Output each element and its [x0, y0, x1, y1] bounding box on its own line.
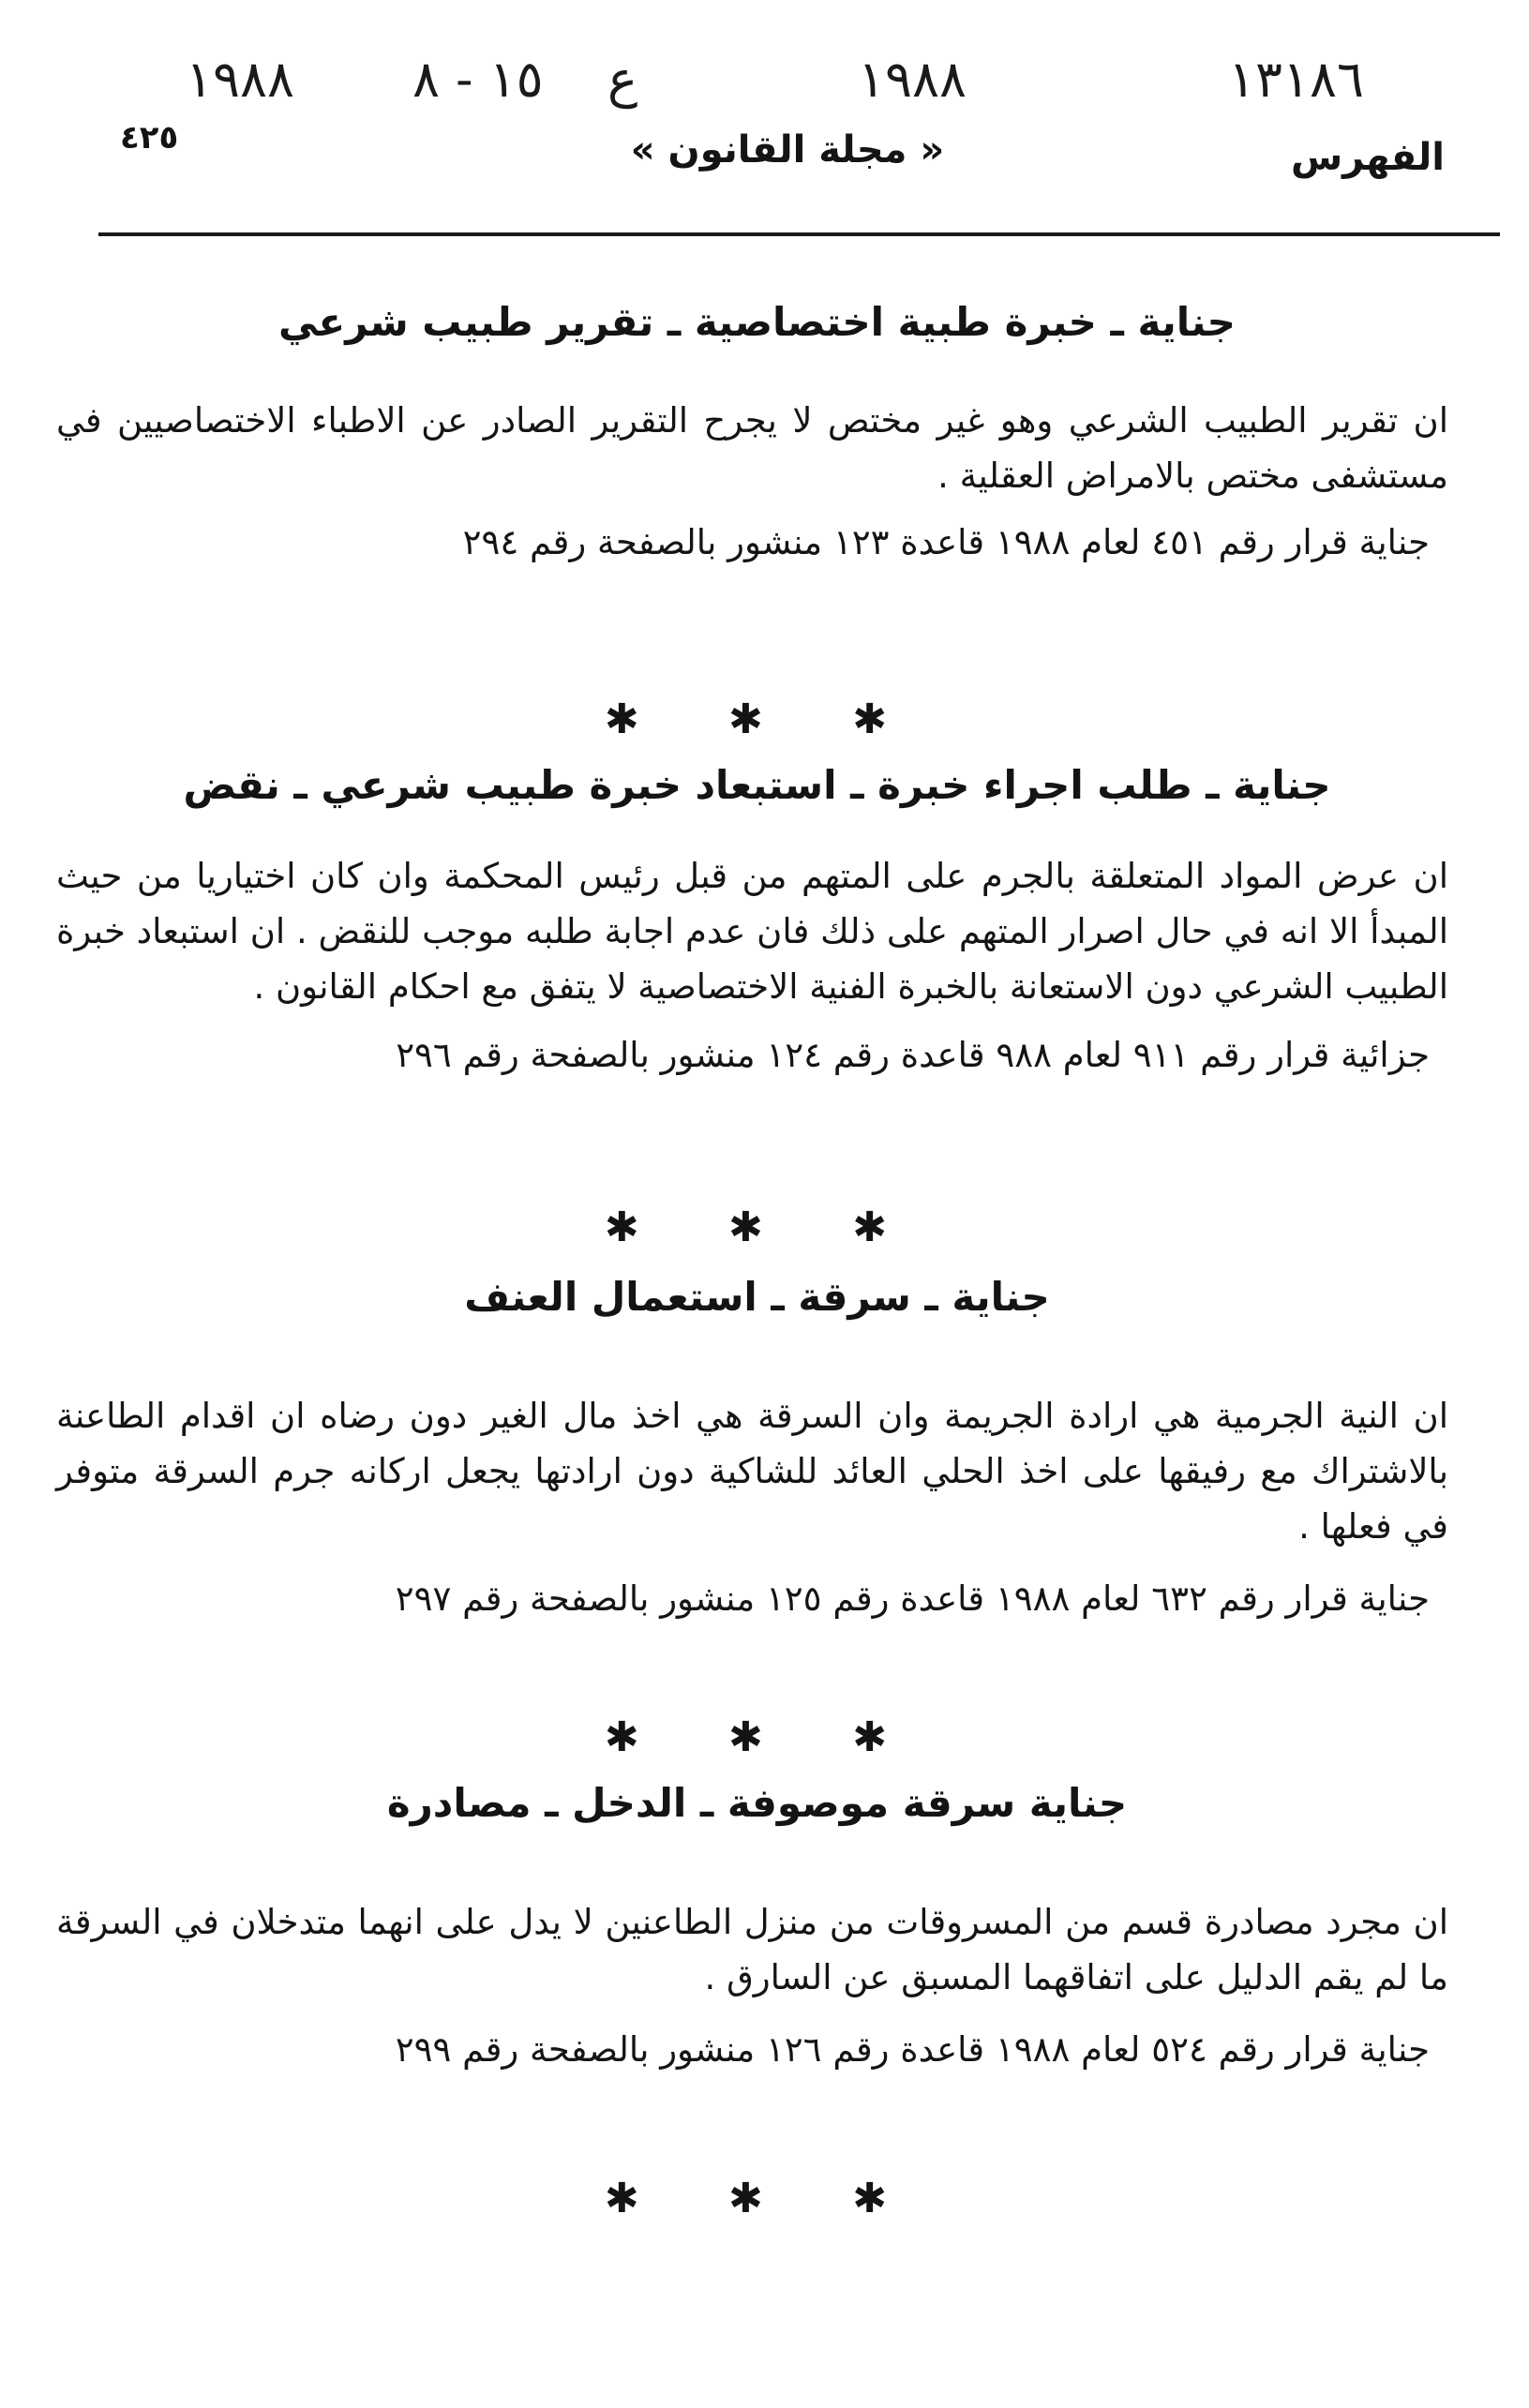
ruling-citation: جزائية قرار رقم ٩١١ لعام ٩٨٨ قاعدة رقم ١٢٤ منشور بالصفحة رقم ٢٩٦ — [396, 1034, 1430, 1075]
section-separator: ✱ ✱ ✱ — [604, 1713, 925, 1761]
ruling-title: جناية سرقة موصوفة ـ الدخل ـ مصادرة — [386, 1780, 1128, 1826]
ruling-section-3 — [56, 1273, 1458, 1626]
ruling-body: ان النية الجرمية هي ارادة الجريمة وان السرقة هي اخذ مال الغير دون رضاه ان اقدام الطاعنة بالاشتراك مع رفيقها على اخذ الحلي العائد للشاكية دون ارادتها يجعل اركانه جرم السرقة متوفر في فعلها . — [56, 1395, 1448, 1547]
handwritten-note-year: ١٩٨٨ — [858, 50, 967, 109]
journal-title: « مجلة القانون » — [630, 128, 945, 172]
ruling-section-1 — [56, 298, 1458, 570]
ruling-citation: جناية قرار رقم ٥٢٤ لعام ١٩٨٨ قاعدة رقم ١٢٦ منشور بالصفحة رقم ٢٩٩ — [395, 2028, 1430, 2070]
handwritten-note-date: ١٥ - ٨ — [412, 50, 544, 109]
section-heading: الفهرس — [1290, 136, 1445, 179]
ruling-body: ان تقرير الطبيب الشرعي وهو غير مختص لا يجرح التقرير الصادر عن الاطباء الاختصاصيين في مستشفى مختص بالامراض العقلية . — [56, 399, 1448, 496]
ruling-citation: جناية قرار رقم ٦٣٢ لعام ١٩٨٨ قاعدة رقم ١٢٥ منشور بالصفحة رقم ٢٩٧ — [395, 1578, 1430, 1619]
ruling-section-2 — [56, 761, 1458, 1083]
ruling-title: جناية ـ طلب اجراء خبرة ـ استبعاد خبرة طبيب شرعي ـ نقض — [183, 762, 1331, 808]
section-separator: ✱ ✱ ✱ — [604, 1204, 925, 1251]
ruling-citation: جناية قرار رقم ٤٥١ لعام ١٩٨٨ قاعدة ١٢٣ منشور بالصفحة رقم ٢٩٤ — [462, 521, 1430, 562]
handwritten-note-letter: ع — [607, 50, 638, 109]
header-divider — [98, 232, 1500, 236]
ruling-body: ان مجرد مصادرة قسم من المسروقات من منزل الطاعنين لا يدل على انهما متدخلان في السرقة ما لم يقم الدليل على اتفاقهما المسبق عن السارق . — [56, 1901, 1448, 1997]
ruling-title: جناية ـ سرقة ـ استعمال العنف — [464, 1274, 1050, 1320]
page-number: ٤٢٥ — [120, 119, 179, 157]
section-separator: ✱ ✱ ✱ — [604, 2175, 925, 2222]
ruling-section-4 — [56, 1779, 1458, 2077]
ruling-title: جناية ـ خبرة طبية اختصاصية ـ تقرير طبيب شرعي — [278, 299, 1236, 345]
handwritten-note-case-number: ١٩٨٨ — [186, 50, 295, 109]
section-separator: ✱ ✱ ✱ — [604, 695, 925, 743]
ruling-body: ان عرض المواد المتعلقة بالجرم على المتهم من قبل رئيس المحكمة وان كان اختياريا من حيث المبدأ الا انه في حال اصرار المتهم على ذلك فان عدم اجابة طلبه موجب للنقض . ان استبعاد خبرة الطبيب الشرعي دون الاستعانة بالخبرة الفنية الاختصاصية لا يتفق مع احكام القانون . — [56, 855, 1448, 1007]
handwritten-note-reference: ١٣١٨٦ — [1228, 50, 1365, 109]
